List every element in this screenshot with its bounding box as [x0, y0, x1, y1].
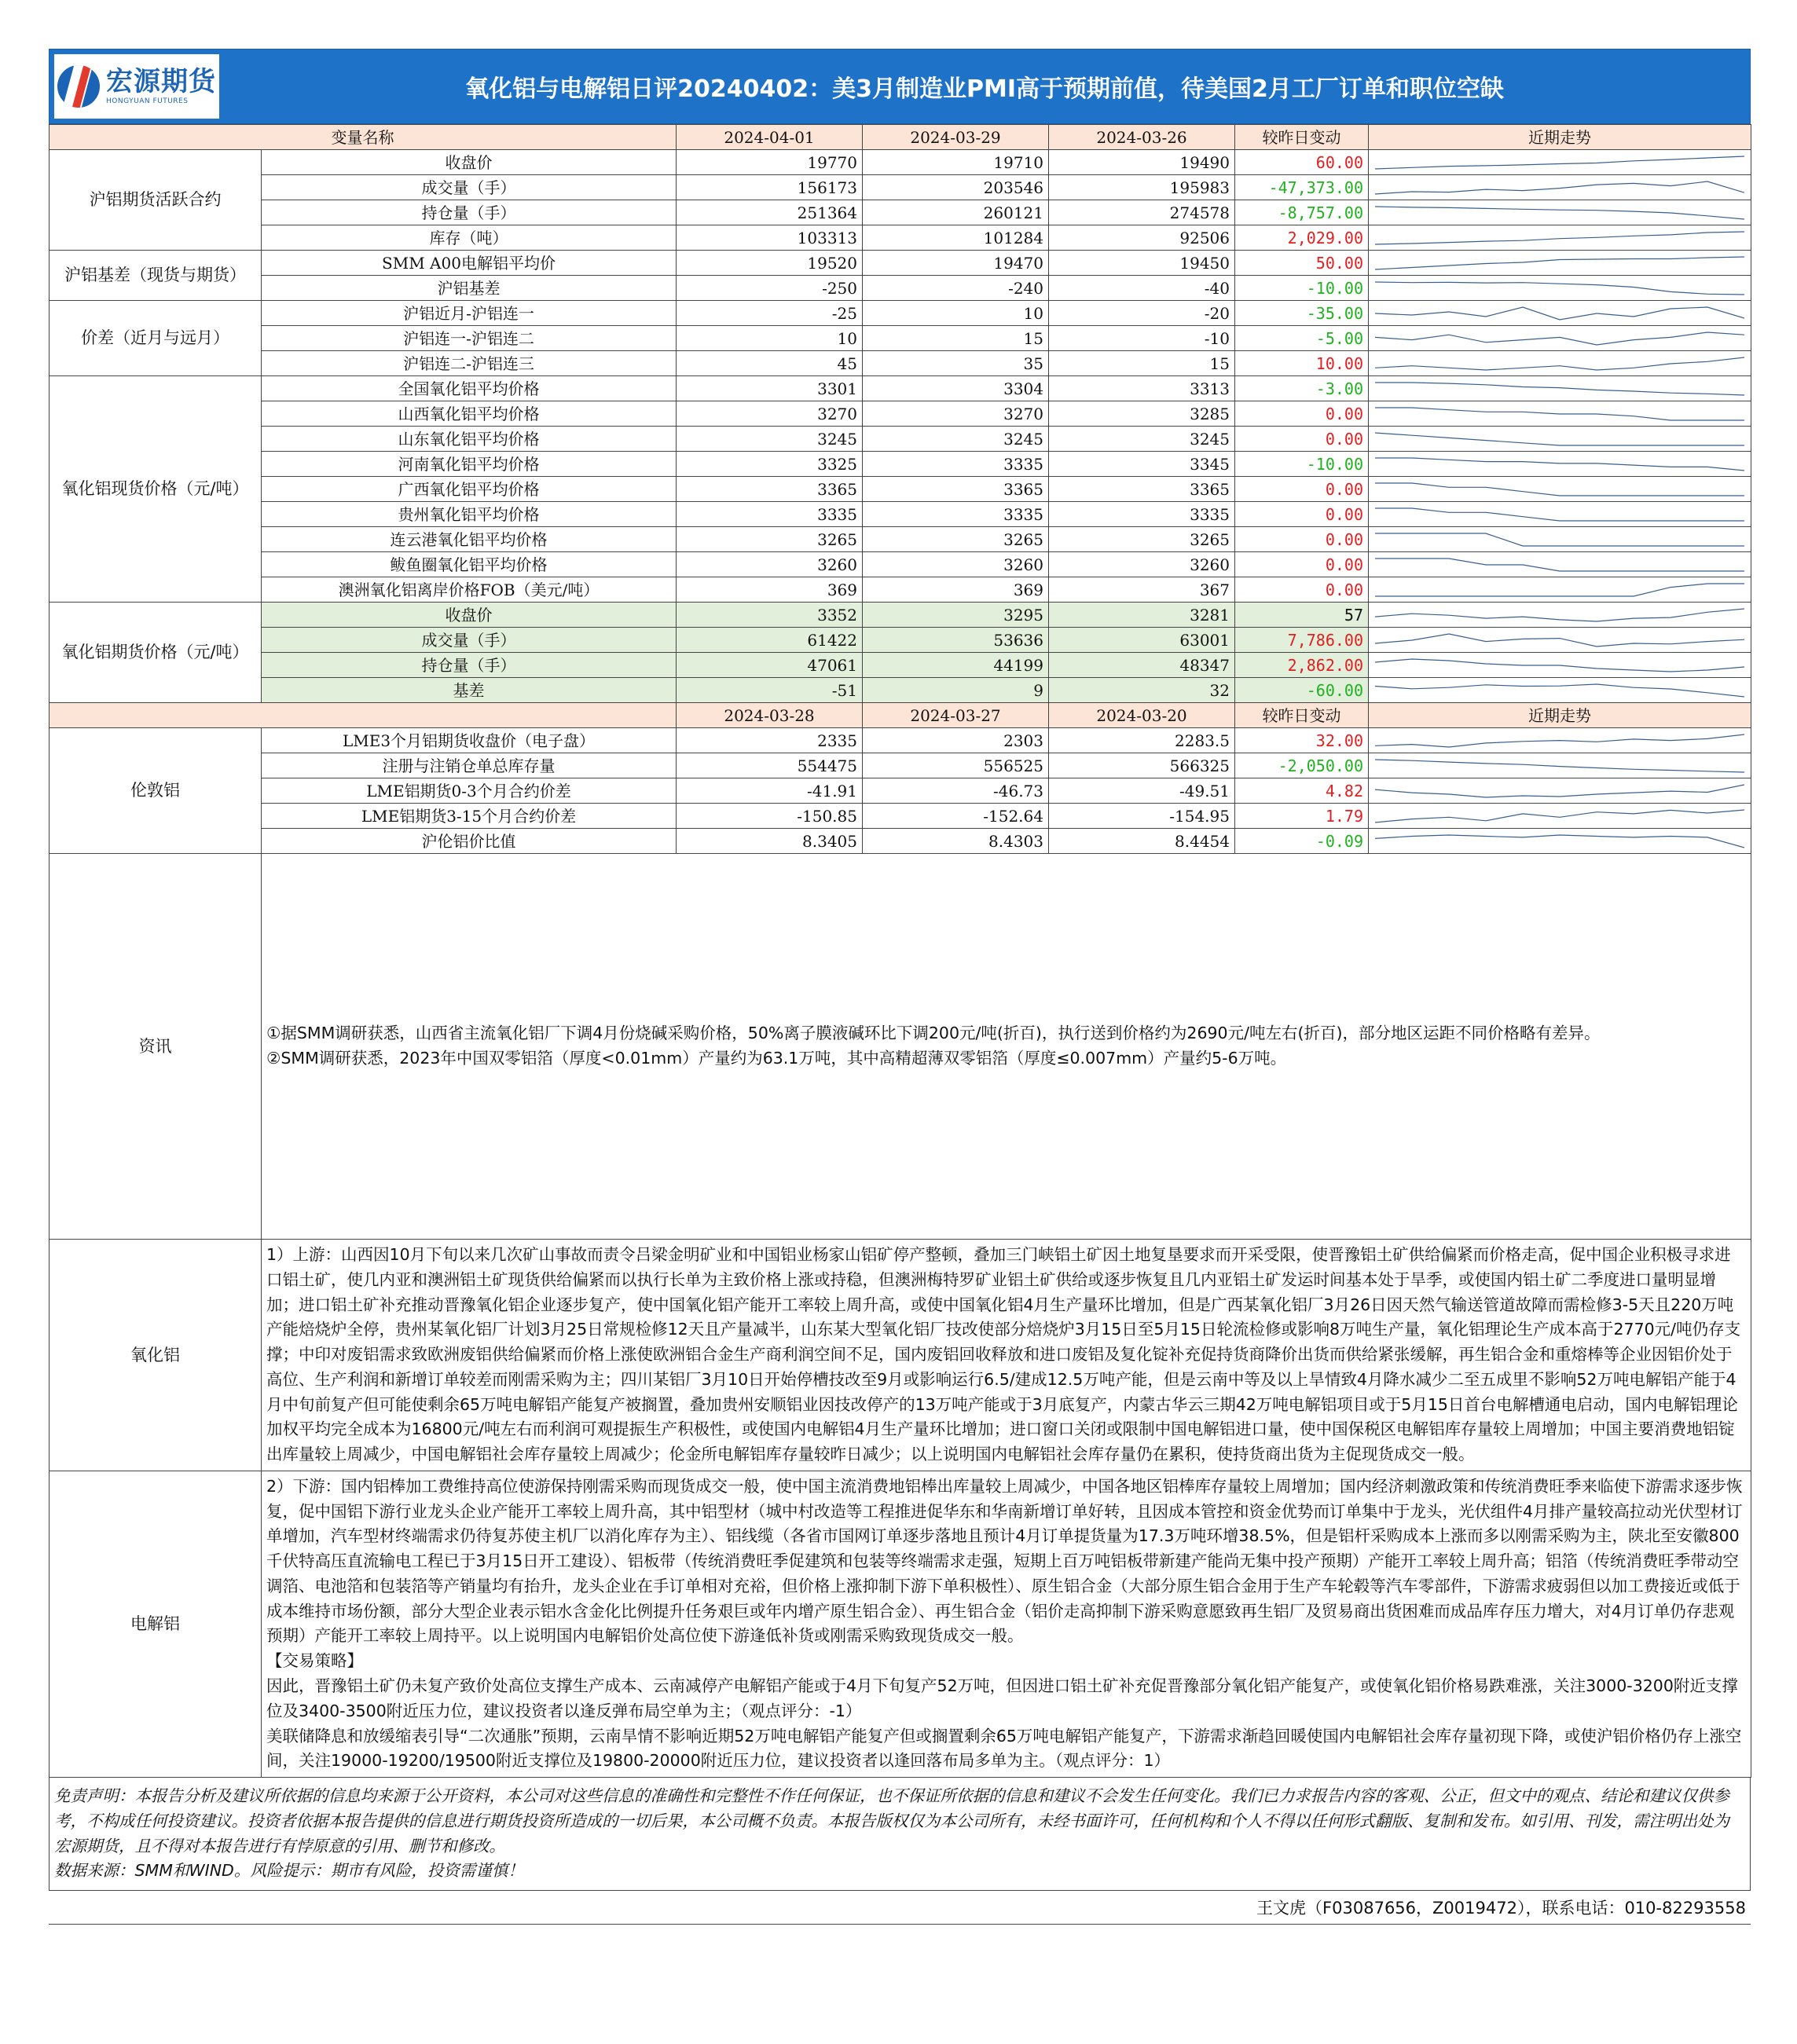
header-date-3: 2024-03-26	[1049, 125, 1235, 150]
value-date-2: 53636	[863, 628, 1049, 653]
trend-sparkline	[1375, 279, 1744, 298]
daily-change: 50.00	[1235, 251, 1369, 276]
trend-cell	[1369, 200, 1751, 225]
daily-change: 0.00	[1235, 427, 1369, 452]
value-date-1: 3265	[677, 527, 863, 552]
trend-line	[1375, 734, 1744, 747]
trend-line	[1375, 383, 1744, 395]
table-row	[50, 351, 1751, 376]
value-date-3: 15	[1049, 351, 1235, 376]
row-category: 氧化铝现货价格（元/吨）	[50, 376, 262, 603]
row-label: 河南氧化铝平均价格	[262, 452, 677, 477]
value-date-1: 8.3405	[677, 829, 863, 854]
trend-sparkline	[1375, 681, 1744, 700]
table-row	[50, 653, 1751, 678]
trend-sparkline	[1375, 530, 1744, 549]
value-date-3: -10	[1049, 326, 1235, 351]
value-date-1: 3325	[677, 452, 863, 477]
trend-cell	[1369, 577, 1751, 603]
data-source-note: 数据来源：SMM和WIND。风险提示：期市有风险，投资需谨慎！	[54, 1861, 524, 1881]
news-content	[262, 854, 1751, 1240]
report-header	[49, 49, 1751, 124]
value-date-2: 19470	[863, 251, 1049, 276]
header-date-1: 2024-04-01	[677, 125, 863, 150]
trend-sparkline	[1375, 329, 1744, 348]
trend-line	[1375, 634, 1744, 647]
trend-sparkline	[1375, 203, 1744, 222]
value-date-1: 3301	[677, 376, 863, 401]
value-date-3: 32	[1049, 678, 1235, 703]
daily-change: -0.09	[1235, 829, 1369, 854]
value-date-2: 35	[863, 351, 1049, 376]
trend-cell	[1369, 552, 1751, 577]
disclaimer-text: 免责声明：本报告分析及建议所依据的信息均来源于公开资料，本公司对这些信息的准确性和完整性不作任何保证，也不保证所依据的信息和建议不会发生任何变化。我们已力求报告内容的客观、公正，但文中的观点、结论和建议仅供参考，不构成任何投资建议。投资者依据本报告提供的信息进行期货投资所造成的一切后果，本公司概不负责。本报告版权仅为本公司所有，未经书面许可，任何机构和个人不得以任何形式翻版、复制和发布。如引用、刊发，需注明出处为宏源期货，且不得对本报告进行有悖原意的引用、删节和修改。	[54, 1786, 1729, 1855]
value-date-1: 61422	[677, 628, 863, 653]
trend-sparkline	[1375, 631, 1744, 650]
trend-sparkline	[1375, 782, 1744, 800]
header-trend: 近期走势	[1369, 703, 1751, 728]
table-row	[50, 804, 1751, 829]
header-blank	[50, 703, 677, 728]
trend-cell	[1369, 778, 1751, 804]
value-date-3: 274578	[1049, 200, 1235, 225]
logo-mark-icon	[57, 65, 100, 108]
value-date-3: 63001	[1049, 628, 1235, 653]
trend-line	[1375, 760, 1744, 772]
table-row	[50, 150, 1751, 175]
row-label: LME铝期货3-15个月合约价差	[262, 804, 677, 829]
trend-cell	[1369, 477, 1751, 502]
header-change: 较昨日变动	[1235, 703, 1369, 728]
value-date-1: 554475	[677, 753, 863, 778]
value-date-3: 2283.5	[1049, 728, 1235, 753]
trend-sparkline	[1375, 606, 1744, 625]
value-date-1: 47061	[677, 653, 863, 678]
daily-change: 10.00	[1235, 351, 1369, 376]
alumina-category: 氧化铝	[50, 1240, 262, 1471]
value-date-1: 251364	[677, 200, 863, 225]
value-date-2: 203546	[863, 175, 1049, 200]
electrolytic-row	[50, 1471, 1751, 1777]
table-row	[50, 778, 1751, 804]
value-date-1: 3270	[677, 401, 863, 427]
value-date-3: -49.51	[1049, 778, 1235, 804]
header-change: 较昨日变动	[1235, 125, 1369, 150]
value-date-3: 566325	[1049, 753, 1235, 778]
trend-cell	[1369, 326, 1751, 351]
table-row	[50, 452, 1751, 477]
trend-line	[1375, 257, 1744, 269]
trend-cell	[1369, 150, 1751, 175]
trend-line	[1375, 332, 1744, 345]
table-row	[50, 200, 1751, 225]
data-table	[49, 124, 1751, 1778]
table-row	[50, 753, 1751, 778]
value-date-1: -51	[677, 678, 863, 703]
daily-change: 4.82	[1235, 778, 1369, 804]
trend-sparkline	[1375, 354, 1744, 373]
trend-line	[1375, 508, 1744, 521]
value-date-2: 101284	[863, 225, 1049, 251]
row-label: 成交量（手）	[262, 628, 677, 653]
row-label: 收盘价	[262, 603, 677, 628]
electrolytic-paragraph: 【交易策略】	[266, 1651, 363, 1671]
value-date-3: 3365	[1049, 477, 1235, 502]
value-date-2: 3295	[863, 603, 1049, 628]
value-date-2: 3265	[863, 527, 1049, 552]
trend-cell	[1369, 427, 1751, 452]
value-date-1: 2335	[677, 728, 863, 753]
trend-cell	[1369, 653, 1751, 678]
daily-change: 32.00	[1235, 728, 1369, 753]
trend-sparkline	[1375, 756, 1744, 775]
daily-change: 57	[1235, 603, 1369, 628]
row-label: LME3个月铝期货收盘价（电子盘）	[262, 728, 677, 753]
table-row	[50, 326, 1751, 351]
trend-line	[1375, 408, 1744, 420]
trend-sparkline	[1375, 455, 1744, 474]
trend-sparkline	[1375, 229, 1744, 247]
row-label: 贵州氧化铝平均价格	[262, 502, 677, 527]
daily-change: -10.00	[1235, 276, 1369, 301]
table-row	[50, 477, 1751, 502]
table-row	[50, 603, 1751, 628]
value-date-2: 260121	[863, 200, 1049, 225]
trend-cell	[1369, 276, 1751, 301]
disclaimer	[49, 1778, 1751, 1891]
company-logo	[54, 54, 219, 119]
value-date-2: 3245	[863, 427, 1049, 452]
value-date-2: 3304	[863, 376, 1049, 401]
trend-line	[1375, 483, 1744, 496]
table-row	[50, 502, 1751, 527]
table-row	[50, 628, 1751, 653]
trend-sparkline	[1375, 178, 1744, 197]
value-date-3: 367	[1049, 577, 1235, 603]
value-date-1: 19770	[677, 150, 863, 175]
report	[49, 49, 1751, 1925]
value-date-2: 10	[863, 301, 1049, 326]
trend-cell	[1369, 829, 1751, 854]
value-date-1: 3260	[677, 552, 863, 577]
report-title: 氧化铝与电解铝日评20240402：美3月制造业PMI高于预期前值，待美国2月工厂订单和职位空缺	[465, 75, 1504, 103]
value-date-2: 3270	[863, 401, 1049, 427]
trend-line	[1375, 458, 1744, 471]
table-row	[50, 728, 1751, 753]
daily-change: -3.00	[1235, 376, 1369, 401]
electrolytic-category: 电解铝	[50, 1471, 262, 1777]
row-label: 沪铝连一-沪铝连二	[262, 326, 677, 351]
row-label: 基差	[262, 678, 677, 703]
header-trend: 近期走势	[1369, 125, 1751, 150]
trend-line	[1375, 232, 1744, 244]
value-date-1: 103313	[677, 225, 863, 251]
value-date-3: 3265	[1049, 527, 1235, 552]
trend-line	[1375, 835, 1744, 848]
value-date-3: 3260	[1049, 552, 1235, 577]
trend-sparkline	[1375, 832, 1744, 851]
value-date-2: 2303	[863, 728, 1049, 753]
news-item: ①据SMM调研获悉，山西省主流氧化铝厂下调4月份烧碱采购价格，50%离子膜液碱环比下调200元/吨(折百)，执行送到价格约为2690元/吨左右(折百)，部分地区运距不同价格略有差异。	[266, 1024, 1601, 1043]
news-category: 资讯	[50, 854, 262, 1240]
header-date-1: 2024-03-28	[677, 703, 863, 728]
electrolytic-paragraph: 2）下游：国内铝棒加工费维持高位使游保持刚需采购而现货成交一般，使中国主流消费地铝棒出库量较上周减少，中国各地区铝棒库存量较上周增加；国内经济刺激政策和传统消费旺季来临使下游需求逐步恢复，促中国铝下游行业龙头企业产能开工率较上周升高，其中铝型材（城中村改造等工程推进促华东和华南新增订单好转，且因成本管控和资金优势而订单集中于龙头，光伏组件4月排产量较高拉动光伏型材订单增加，汽车型材终端需求仍待复苏使主机厂以消化库存为主）、铝线缆（各省市国网订单逐步落地且预计4月订单提货量为17.3万吨环增38.5%，但是铝杆采购成本上涨而多以刚需采购为主，陕北至安徽800千伏特高压直流输电工程已于3月15日开工建设）、铝板带（传统消费旺季促建筑和包装等终端需求走强，短期上百万吨铝板带新建产能尚无集中投产预期）产能开工率较上周升高；铝箔（传统消费旺季带动空调箔、电池箔和包装箔等产销量均有抬升，龙头企业在手订单相对充裕，但价格上涨抑制下游下单积极性）、原生铝合金（大部分原生铝合金用于生产车轮毂等汽车零部件，下游需求疲弱但以加工费接近或低于成本维持市场份额，部分大型企业表示铝水含金化比例提升任务艰巨或年内增产原生铝合金）、再生铝合金（铝价走高抑制下游采购意愿致再生铝厂及贸易商出货困难而成品库存压力增大，对4月订单仍存悲观预期）产能开工率较上周持平。以上说明国内电解铝价处高位使下游逢低补货或刚需采购致现货成交一般。	[266, 1476, 1743, 1646]
trend-cell	[1369, 678, 1751, 703]
value-date-2: -240	[863, 276, 1049, 301]
row-label: 沪铝基差	[262, 276, 677, 301]
value-date-2: -46.73	[863, 778, 1049, 804]
trend-line	[1375, 609, 1744, 621]
table-header-row	[50, 703, 1751, 728]
row-label: 连云港氧化铝平均价格	[262, 527, 677, 552]
trend-line	[1375, 433, 1744, 445]
row-label: 成交量（手）	[262, 175, 677, 200]
trend-cell	[1369, 502, 1751, 527]
trend-cell	[1369, 804, 1751, 829]
header-date-3: 2024-03-20	[1049, 703, 1235, 728]
value-date-3: 92506	[1049, 225, 1235, 251]
trend-sparkline	[1375, 304, 1744, 323]
table-row	[50, 427, 1751, 452]
trend-line	[1375, 357, 1744, 370]
daily-change: 0.00	[1235, 401, 1369, 427]
header-date-2: 2024-03-29	[863, 125, 1049, 150]
trend-line	[1375, 207, 1744, 219]
table-row	[50, 276, 1751, 301]
trend-cell	[1369, 401, 1751, 427]
value-date-1: 45	[677, 351, 863, 376]
row-label: 广西氧化铝平均价格	[262, 477, 677, 502]
value-date-2: 3260	[863, 552, 1049, 577]
logo-name: 宏源期货	[106, 65, 216, 97]
value-date-1: -250	[677, 276, 863, 301]
value-date-1: -25	[677, 301, 863, 326]
table-row	[50, 376, 1751, 401]
table-row	[50, 225, 1751, 251]
value-date-3: 195983	[1049, 175, 1235, 200]
trend-line	[1375, 584, 1744, 596]
table-row	[50, 678, 1751, 703]
value-date-2: 556525	[863, 753, 1049, 778]
table-row	[50, 175, 1751, 200]
daily-change: -2,050.00	[1235, 753, 1369, 778]
trend-sparkline	[1375, 505, 1744, 524]
value-date-3: 3313	[1049, 376, 1235, 401]
value-date-2: 369	[863, 577, 1049, 603]
trend-cell	[1369, 527, 1751, 552]
trend-line	[1375, 307, 1744, 320]
row-category: 沪铝基差（现货与期货）	[50, 251, 262, 301]
alumina-text: 1）上游：山西因10月下旬以来几次矿山事故而责令吕梁金明矿业和中国铝业杨家山铝矿停产整顿，叠加三门峡铝土矿因土地复垦要求而开采受限，使晋豫铝土矿供给偏紧而价格走高，促中国企业积极寻求进口铝土矿，使几内亚和澳洲铝土矿现货供给偏紧而以执行长单为主致价格上涨或持稳，但澳洲梅特罗矿业铝土矿供给或逐步恢复且几内亚铝土矿发运时间基本处于旱季，或使国内铝土矿二季度进口量明显增加；进口铝土矿补充推动晋豫氧化铝企业逐步复产，使中国氧化铝产能开工率较上周升高，或使中国氧化铝4月生产量环比增加，但是广西某氧化铝厂3月26日因天然气输送管道故障而需检修3-5天且220万吨产能焙烧炉全停，贵州某氧化铝厂计划3月25日常规检修12天且产量减半，山东某大型氧化铝厂技改使部分焙烧炉3月15日至5月15日轮流检修或影响8万吨生产量，氧化铝理论生产成本高于2770元/吨仍存支撑；中印对废铝需求致欧洲废铝供给偏紧而价格上涨使欧洲铝合金生产商利润空间不足，国内废铝回收释放和进口废铝及复化锭补充促持货商降价出货而供给紧张缓解，再生铝合金和重熔棒等企业因铝价处于高位、生产利润和新增订单较差而刚需采购为主；四川某铝厂3月10日开始停槽技改至9月或影响运行6.5/建成12.5万吨产能，但是云南中等及以上旱情致4月降水减少二至五成里不影响52万吨电解铝产能于4月中旬前复产但可能使剩余65万吨电解铝产能复产被搁置，叠加贵州安顺铝业因技改停产的13万吨产能或于3月底复产，内蒙古华云三期42万吨电解铝项目或于5月15日首台电解槽通电启动，国内电解铝理论加权平均完全成本为16800元/吨左右而利润可观提振生产积极性，或使国内电解铝4月生产量环比增加；进口窗口关闭或限制中国电解铝进口量，使中国保税区电解铝库存量较上周增加；中国主要消费地铝锭出库量较上周减少，中国电解铝社会库存量较上周减少；伦金所电解铝库存量较昨日减少；以上说明国内电解铝社会库存量仍在累积，使持货商出货为主促现货成交一般。	[266, 1245, 1741, 1464]
trend-cell	[1369, 452, 1751, 477]
trend-sparkline	[1375, 405, 1744, 423]
table-header-row	[50, 125, 1751, 150]
daily-change: 0.00	[1235, 477, 1369, 502]
header-date-2: 2024-03-27	[863, 703, 1049, 728]
trend-line	[1375, 181, 1744, 194]
daily-change: 1.79	[1235, 804, 1369, 829]
daily-change: -8,757.00	[1235, 200, 1369, 225]
header-variable-name: 变量名称	[50, 125, 677, 150]
table-row	[50, 401, 1751, 427]
value-date-3: 8.4454	[1049, 829, 1235, 854]
row-label: SMM A00电解铝平均价	[262, 251, 677, 276]
trend-sparkline	[1375, 379, 1744, 398]
value-date-2: 9	[863, 678, 1049, 703]
value-date-1: -150.85	[677, 804, 863, 829]
daily-change: -47,373.00	[1235, 175, 1369, 200]
row-label: 山西氧化铝平均价格	[262, 401, 677, 427]
row-category: 价差（近月与远月）	[50, 301, 262, 376]
trend-sparkline	[1375, 581, 1744, 599]
row-category: 伦敦铝	[50, 728, 262, 854]
trend-line	[1375, 810, 1744, 822]
daily-change: 0.00	[1235, 527, 1369, 552]
row-label: 澳洲氧化铝离岸价格FOB（美元/吨）	[262, 577, 677, 603]
trend-sparkline	[1375, 555, 1744, 574]
value-date-1: 3245	[677, 427, 863, 452]
daily-change: -5.00	[1235, 326, 1369, 351]
value-date-3: 3285	[1049, 401, 1235, 427]
trend-sparkline	[1375, 153, 1744, 172]
value-date-2: 3335	[863, 452, 1049, 477]
trend-line	[1375, 684, 1744, 697]
electrolytic-paragraph: 因此，晋豫铝土矿仍未复产致价处高位支撑生产成本、云南减停产电解铝产能或于4月下旬复产52万吨，但因进口铝土矿补充促晋豫部分氧化铝产能复产，或使氧化铝价格易跌难涨，关注3000-3200附近支撑位及3400-3500附近压力位，建议投资者以逢反弹布局空单为主；（观点评分：-1）	[266, 1676, 1738, 1720]
value-date-3: -20	[1049, 301, 1235, 326]
alumina-analysis	[262, 1240, 1751, 1471]
row-label: 注册与注销仓单总库存量	[262, 753, 677, 778]
value-date-2: 19710	[863, 150, 1049, 175]
row-label: 鲅鱼圈氧化铝平均价格	[262, 552, 677, 577]
daily-change: 0.00	[1235, 552, 1369, 577]
row-label: 沪铝近月-沪铝连一	[262, 301, 677, 326]
daily-change: 2,029.00	[1235, 225, 1369, 251]
daily-change: -10.00	[1235, 452, 1369, 477]
trend-cell	[1369, 251, 1751, 276]
value-date-3: 19490	[1049, 150, 1235, 175]
table-row	[50, 829, 1751, 854]
trend-cell	[1369, 728, 1751, 753]
trend-cell	[1369, 376, 1751, 401]
electrolytic-paragraph: 美联储降息和放缓缩表引导“二次通胀”预期，云南旱情不影响近期52万吨电解铝产能复产但或搁置剩余65万吨电解铝产能复产，下游需求渐趋回暖使国内电解铝社会库存量初现下降，或使沪铝价格仍存上涨空间，关注19000-19200/19500附近支撑位及19800-20000附近压力位，建议投资者以逢回落布局多单为主。（观点评分：1）	[266, 1726, 1742, 1771]
value-date-2: 8.4303	[863, 829, 1049, 854]
table-row	[50, 301, 1751, 326]
trend-cell	[1369, 351, 1751, 376]
row-label: 沪伦铝价比值	[262, 829, 677, 854]
value-date-1: -41.91	[677, 778, 863, 804]
trend-line	[1375, 533, 1744, 546]
trend-sparkline	[1375, 731, 1744, 750]
daily-change: 7,786.00	[1235, 628, 1369, 653]
daily-change: 2,862.00	[1235, 653, 1369, 678]
value-date-3: 19450	[1049, 251, 1235, 276]
logo-name-en: HONGYUAN FUTURES	[106, 97, 189, 105]
table-row	[50, 577, 1751, 603]
analyst-signature: 王文虎（F03087656，Z0019472），联系电话：010-82293558	[49, 1891, 1751, 1925]
value-date-2: -152.64	[863, 804, 1049, 829]
daily-change: -35.00	[1235, 301, 1369, 326]
trend-cell	[1369, 225, 1751, 251]
trend-cell	[1369, 628, 1751, 653]
value-date-3: 3345	[1049, 452, 1235, 477]
trend-sparkline	[1375, 656, 1744, 675]
row-label: 山东氧化铝平均价格	[262, 427, 677, 452]
trend-cell	[1369, 603, 1751, 628]
trend-cell	[1369, 753, 1751, 778]
daily-change: 0.00	[1235, 577, 1369, 603]
trend-line	[1375, 785, 1744, 797]
trend-cell	[1369, 301, 1751, 326]
row-label: 持仓量（手）	[262, 653, 677, 678]
value-date-1: 369	[677, 577, 863, 603]
daily-change: 0.00	[1235, 502, 1369, 527]
trend-line	[1375, 559, 1744, 571]
row-label: 全国氧化铝平均价格	[262, 376, 677, 401]
trend-sparkline	[1375, 254, 1744, 273]
table-row	[50, 527, 1751, 552]
value-date-1: 3352	[677, 603, 863, 628]
row-label: 库存（吨）	[262, 225, 677, 251]
daily-change: 60.00	[1235, 150, 1369, 175]
trend-sparkline	[1375, 430, 1744, 449]
row-label: 沪铝连二-沪铝连三	[262, 351, 677, 376]
value-date-3: -154.95	[1049, 804, 1235, 829]
value-date-3: 3281	[1049, 603, 1235, 628]
value-date-1: 3335	[677, 502, 863, 527]
daily-change: -60.00	[1235, 678, 1369, 703]
trend-line	[1375, 156, 1744, 169]
value-date-3: 3335	[1049, 502, 1235, 527]
value-date-2: 44199	[863, 653, 1049, 678]
row-label: LME铝期货0-3个月合约价差	[262, 778, 677, 804]
value-date-1: 156173	[677, 175, 863, 200]
news-row	[50, 854, 1751, 1240]
electrolytic-analysis	[262, 1471, 1751, 1777]
table-row	[50, 552, 1751, 577]
trend-line	[1375, 282, 1744, 295]
table-row	[50, 251, 1751, 276]
row-category: 沪铝期货活跃合约	[50, 150, 262, 251]
trend-sparkline	[1375, 807, 1744, 826]
row-label: 持仓量（手）	[262, 200, 677, 225]
alumina-row	[50, 1240, 1751, 1471]
news-item: ②SMM调研获悉，2023年中国双零铝箔（厚度<0.01mm）产量约为63.1万吨，其中高精超薄双零铝箔（厚度≤0.007mm）产量约5-6万吨。	[266, 1049, 1287, 1068]
row-category: 氧化铝期货价格（元/吨）	[50, 603, 262, 703]
value-date-2: 15	[863, 326, 1049, 351]
value-date-2: 3335	[863, 502, 1049, 527]
row-label: 收盘价	[262, 150, 677, 175]
value-date-3: 3245	[1049, 427, 1235, 452]
trend-cell	[1369, 175, 1751, 200]
value-date-1: 3365	[677, 477, 863, 502]
value-date-3: 48347	[1049, 653, 1235, 678]
trend-sparkline	[1375, 480, 1744, 499]
value-date-3: -40	[1049, 276, 1235, 301]
trend-line	[1375, 659, 1744, 672]
value-date-2: 3365	[863, 477, 1049, 502]
value-date-1: 10	[677, 326, 863, 351]
value-date-1: 19520	[677, 251, 863, 276]
